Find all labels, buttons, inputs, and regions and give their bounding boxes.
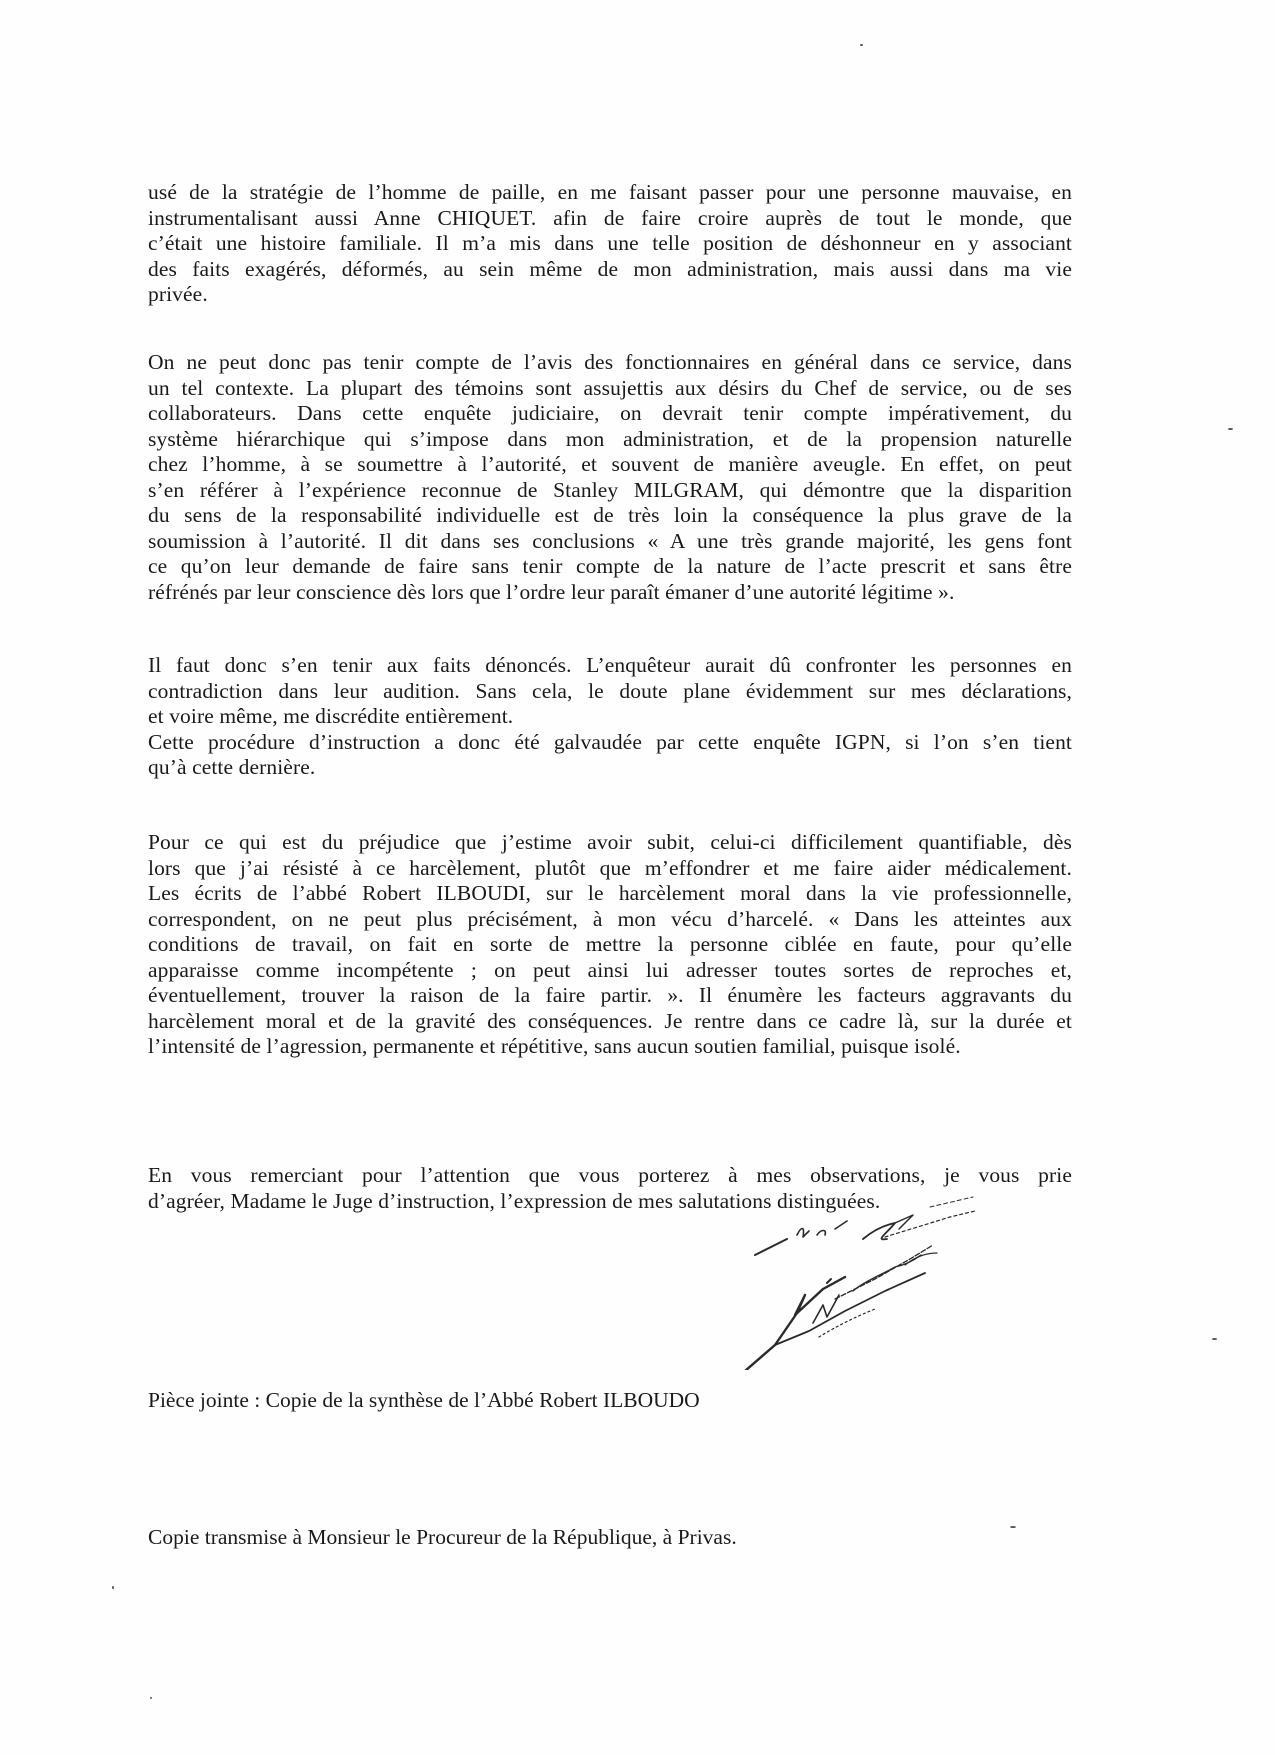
text-line: des faits exagérés, déformés, au sein même de mon administration, mais aussi dans ma vie [148, 256, 1072, 281]
text-line: instrumentalisant aussi Anne CHIQUET. afin de faire croire auprès de tout le monde, que [148, 205, 1072, 230]
text-line: d’agréer, Madame le Juge d’instruction, l’expression de mes salutations distinguées. [148, 1188, 881, 1213]
text-line: ce qu’on leur demande de faire sans tenir compte de la nature de l’acte prescrit et sans être [148, 554, 1072, 578]
text-line: l’intensité de l’agression, permanente et répétitive, sans aucun soutien familial, puisque isolé. [148, 1034, 961, 1058]
paragraph-3 [148, 653, 1072, 781]
text-line: qu’à cette dernière. [148, 755, 316, 779]
text-line: du sens de la responsabilité individuelle est de très loin la conséquence la plus grave de la [148, 503, 1072, 527]
text-line: système hiérarchique qui s’impose dans mon administration, et de la propension naturelle [148, 426, 1072, 451]
text-line: conditions de travail, on fait en sorte de mettre la personne ciblée en faute, pour qu’elle [148, 932, 1072, 956]
text-line: usé de la stratégie de l’homme de paille, en me faisant passer pour une personne mauvaise, en [148, 180, 1072, 204]
paragraph-1 [148, 180, 1072, 308]
text-line: En vous remerciant pour l’attention que vous porterez à mes observations, je vous prie [148, 1163, 1072, 1187]
scan-speck [1212, 1338, 1217, 1340]
text-line: un tel contexte. La plupart des témoins sont assujettis aux désirs du Chef de service, ou de ses [148, 375, 1072, 400]
text-line: collaborateurs. Dans cette enquête judiciaire, on devrait tenir compte impérativement, du [148, 401, 1072, 425]
scan-speck [860, 44, 863, 46]
text-line: On ne peut donc pas tenir compte de l’avis des fonctionnaires en général dans ce service, dans [148, 350, 1072, 374]
text-line: harcèlement moral et de la gravité des conséquences. Je rentre dans ce cadre là, sur la durée et [148, 1008, 1072, 1033]
text-line: Pour ce qui est du préjudice que j’estime avoir subit, celui-ci difficilement quantifiable, dès [148, 830, 1072, 854]
scan-speck [1010, 1526, 1016, 1528]
text-line: éventuellement, trouver la raison de la faire partir. ». Il énumère les facteurs aggravants du [148, 983, 1072, 1007]
text-line: soumission à l’autorité. Il dit dans ses conclusions « A une très grande majorité, les gens font [148, 528, 1072, 553]
handwritten-signature [735, 1195, 1115, 1370]
scan-speck [150, 1697, 152, 1699]
scan-speck [1228, 428, 1233, 430]
text-line: lors que j’ai résisté à ce harcèlement, plutôt que m’effondrer et me faire aider médicalement. [148, 855, 1072, 880]
text-line: Les écrits de l’abbé Robert ILBOUDI, sur le harcèlement moral dans la vie professionnelle, [148, 881, 1072, 905]
text-line: s’en référer à l’expérience reconnue de Stanley MILGRAM, qui démontre que la disparition [148, 477, 1072, 502]
text-line: privée. [148, 282, 208, 306]
text-line: correspondent, on ne peut plus précisément, à mon vécu d’harcelé. « Dans les atteintes aux [148, 906, 1072, 931]
paragraph-2 [148, 350, 1072, 605]
text-line: et voire même, me discrédite entièrement. [148, 704, 514, 728]
scan-speck [112, 1586, 114, 1589]
text-line: Il faut donc s’en tenir aux faits dénoncés. L’enquêteur aurait dû confronter les personnes en [148, 653, 1072, 677]
text-line: réfrénés par leur conscience dès lors que l’ordre leur paraît émaner d’une autorité légitime ». [148, 579, 955, 604]
text-line: Cette procédure d’instruction a donc été galvaudée par cette enquête IGPN, si l’on s’en tient [148, 729, 1072, 754]
paragraph-4 [148, 830, 1072, 1060]
attachment-note: Pièce jointe : Copie de la synthèse de l’Abbé Robert ILBOUDO [148, 1388, 700, 1412]
copy-note: Copie transmise à Monsieur le Procureur de la République, à Privas. [148, 1525, 737, 1549]
text-line: chez l’homme, à se soumettre à l’autorité, et souvent de manière aveugle. En effet, on peut [148, 452, 1072, 476]
text-line: contradiction dans leur audition. Sans cela, le doute plane évidemment sur mes déclarations, [148, 678, 1072, 703]
text-line: apparaisse comme incompétente ; on peut ainsi lui adresser toutes sortes de reproches et, [148, 957, 1072, 982]
text-line: c’était une histoire familiale. Il m’a mis dans une telle position de déshonneur en y associant [148, 231, 1072, 255]
